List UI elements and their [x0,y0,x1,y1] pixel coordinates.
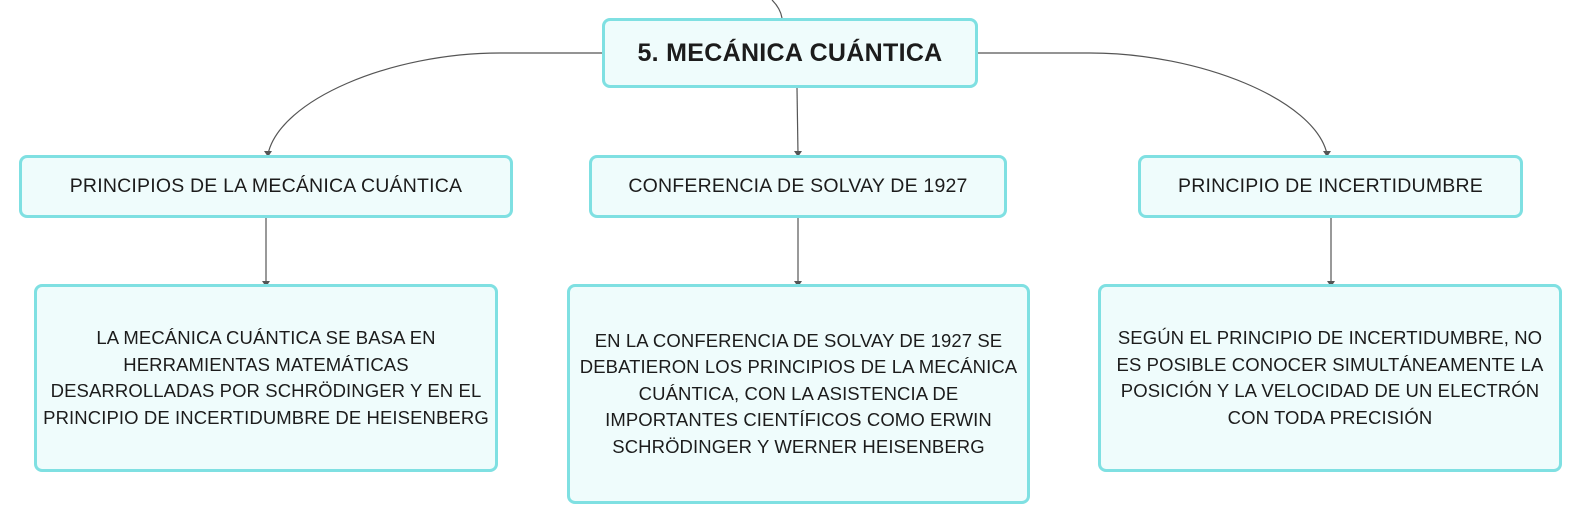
detail-line: PRINCIPIO DE INCERTIDUMBRE DE HEISENBERG [43,406,489,428]
connector-root-to-topic-3 [978,53,1327,154]
detail-text [580,328,1017,461]
detail-line: SEGÚN EL PRINCIPIO DE INCERTIDUMBRE, NO [1117,327,1543,348]
connector-root-to-topic-2 [797,88,798,154]
detail-line: LA MECÁNICA CUÁNTICA SE BASA EN [96,327,436,348]
topic-node-incertidumbre[interactable] [1138,155,1523,218]
topic-label: PRINCIPIOS DE LA MECÁNICA CUÁNTICA [69,175,463,197]
detail-line: DEBATIERON LOS PRINCIPIOS DE LA MECÁNICA [579,356,1018,378]
topic-node-principios[interactable] [19,155,513,218]
detail-line: CUÁNTICA, CON LA ASISTENCIA DE [638,382,959,404]
detail-line: DESARROLLADAS POR SCHRÖDINGER Y EN EL [50,380,482,401]
detail-line: CON TODA PRECISIÓN [1227,406,1433,428]
detail-line: ES POSIBLE CONOCER SIMULTÁNEAMENTE LA [1116,353,1544,375]
connector-parent-to-root [772,0,782,18]
detail-line: IMPORTANTES CIENTÍFICOS COMO ERWIN [605,409,992,431]
detail-line: POSICIÓN Y LA VELOCIDAD DE UN ELECTRÓN [1120,380,1540,401]
topic-node-solvay[interactable] [589,155,1007,218]
connector-root-to-topic-1 [268,53,602,154]
detail-node-principios[interactable] [34,284,498,472]
topic-label: CONFERENCIA DE SOLVAY DE 1927 [628,175,968,197]
detail-node-solvay[interactable] [567,284,1030,504]
root-node[interactable] [602,18,978,88]
topic-label: PRINCIPIO DE INCERTIDUMBRE [1178,175,1483,197]
detail-line: EN LA CONFERENCIA DE SOLVAY DE 1927 SE [594,329,1003,351]
root-label: 5. MECÁNICA CUÁNTICA [637,38,943,67]
detail-line: HERRAMIENTAS MATEMÁTICAS [123,353,409,375]
detail-node-incertidumbre[interactable] [1098,284,1562,472]
detail-text [1117,325,1544,431]
detail-text [43,325,489,431]
detail-line: SCHRÖDINGER Y WERNER HEISENBERG [612,435,985,457]
